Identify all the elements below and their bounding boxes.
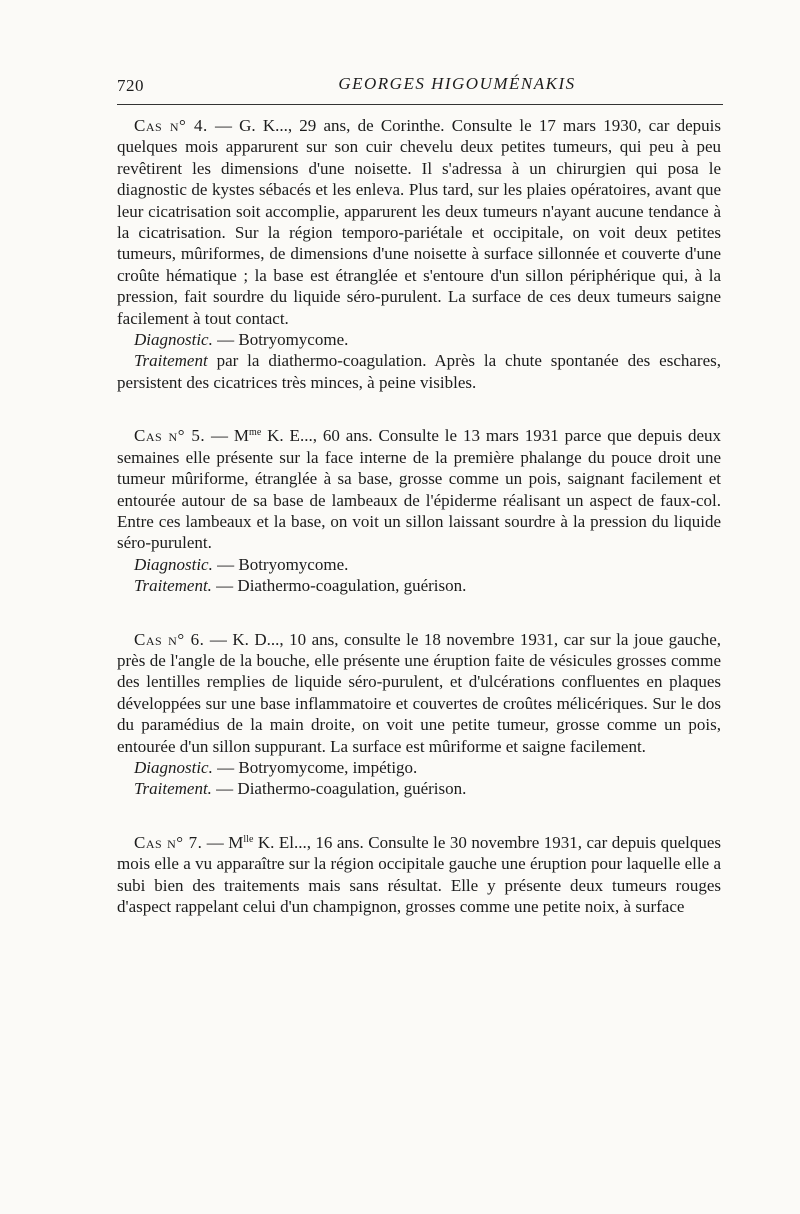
case-4-diagnostic-text: — Botryomycome.: [217, 330, 349, 350]
body-text: [117, 115, 721, 949]
running-title: GEORGES HIGOUMÉNAKIS: [338, 74, 576, 93]
case-4-paragraph: [117, 115, 721, 329]
case-5: [117, 425, 721, 596]
case-5-body-sup: me: [249, 427, 262, 439]
case-5-diagnostic: [117, 554, 721, 575]
case-7-body-sup: lle: [243, 833, 254, 845]
case-6-diagnostic: [117, 757, 721, 778]
case-4-body: — G. K..., 29 ans, de Corinthe. Consulte le 17 mars 1930, car depuis quelques mois apparurent sur son cuir chevelu deux petites tumeurs, qui peu à peu revêtirent les dimensions d'une noisette. Il s'adressa à un chirurgien qui posa le diagnostic de kystes sébacés et les enleva. Plus tard, sur les plaies opératoires, avant que leur cicatrisation soit accomplie, apparurent les deux tumeurs n'ayant aucune tendance à la cicatrisation. Sur la région temporo-pariétale et occipitale, on voit deux petites tumeurs, mûriformes, de dimensions d'une noisette à surface sillonnée et couverte d'une croûte hématique ; la base est étranglée et s'entoure d'un sillon périphérique qui, à la pression, fait sourdre du liquide séro-purulent. La surface de ces deux tumeurs saigne facilement à tout contact.: [117, 116, 721, 328]
case-6-label: Cas n° 6.: [134, 629, 205, 649]
case-4-traitement-label: Traitement: [134, 351, 208, 371]
case-7-paragraph: [117, 832, 721, 918]
case-7-label: Cas n° 7.: [134, 832, 203, 852]
case-7-body: K. El..., 16 ans. Consulte le 30 novembre 1931, car depuis quelques mois elle a vu apparaître sur la région occipitale gauche une éruption pour laquelle elle a subi bien des traitements mais sans résultat. Elle y présente deux tumeurs rouges d'aspect rappelant celui d'un champignon, grosses comme une petite noix, à surface: [117, 832, 722, 916]
case-6-diagnostic-text: — Botryomycome, impétigo.: [217, 757, 418, 777]
case-6-traitement-text: — Diathermo-coagulation, guérison.: [216, 779, 467, 799]
header-rule: [117, 104, 723, 105]
case-5-paragraph: [117, 425, 721, 553]
case-4-traitement-text: par la diathermo-coagulation. Après la chute spontanée des eschares, persistent des cicatrices très minces, à peine visibles.: [117, 351, 721, 392]
case-5-label: Cas n° 5.: [134, 426, 206, 446]
case-5-body-pre: — M: [211, 426, 250, 446]
case-7: [117, 832, 721, 918]
case-7-body-pre: — M: [206, 832, 244, 852]
case-4-diagnostic: [117, 329, 721, 350]
case-6-body: — K. D..., 10 ans, consulte le 18 novembre 1931, car sur la joue gauche, près de l'angle de la bouche, elle présente une éruption faite de vésicules grosses comme des lentilles remplies de liquide séro-purulent, et d'ulcérations confluentes en plaques développées sur une base inflammatoire et couvertes de croûtes mélicériques. Sur le dos du paramédius de la main droite, on voit une petite tumeur, grosse comme un pois, entourée d'un sillon suppurant. La surface est mûriforme et saigne facilement.: [117, 629, 721, 756]
case-5-traitement-text: — Diathermo-coagulation, guérison.: [216, 576, 467, 596]
running-head: [117, 74, 723, 98]
page-number: 720: [117, 76, 144, 95]
case-5-traitement: [117, 575, 721, 596]
case-5-body: K. E..., 60 ans. Consulte le 13 mars 1931 parce que depuis deux semaines elle présente sur la face interne de la première phalange du pouce droit une tumeur mûriforme, étranglée à sa base, grosse comme un pois, saignant facilement et entourée autour de sa base de lambeaux de l'épiderme réalisant un aspect de faux-col. Entre ces lambeaux et la base, on voit un sillon laissant sourdre à la pression du liquide séro-purulent.: [117, 426, 722, 553]
case-4: [117, 115, 721, 393]
case-6: [117, 629, 721, 800]
case-6-paragraph: [117, 629, 721, 757]
case-6-diagnostic-label: Diagnostic.: [134, 757, 213, 777]
case-4-traitement: [117, 350, 721, 393]
case-5-diagnostic-label: Diagnostic.: [134, 554, 213, 574]
case-4-diagnostic-label: Diagnostic.: [134, 330, 213, 350]
case-5-traitement-label: Traitement.: [134, 576, 212, 596]
case-4-label: Cas n° 4.: [134, 116, 208, 135]
case-5-diagnostic-text: — Botryomycome.: [217, 554, 349, 574]
case-6-traitement-label: Traitement.: [134, 779, 212, 799]
case-6-traitement: [117, 778, 721, 799]
